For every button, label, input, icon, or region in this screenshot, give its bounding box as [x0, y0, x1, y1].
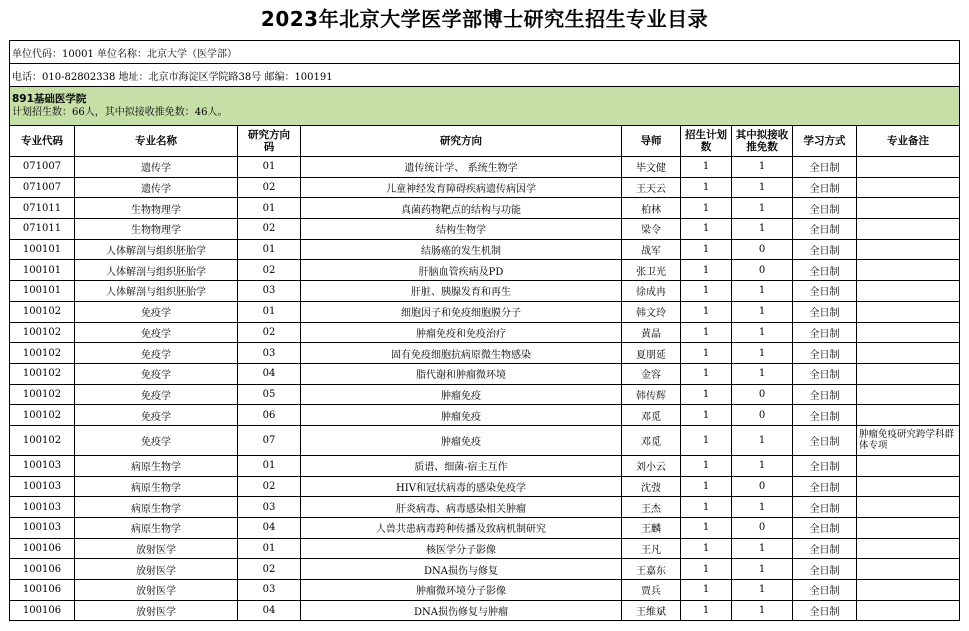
- cell-mode: 全日制: [793, 580, 857, 601]
- cell-advisor: 沈弢: [622, 476, 681, 497]
- cell-code: 100101: [10, 260, 75, 281]
- cell-code: 100106: [10, 559, 75, 580]
- cell-dir-code: 02: [238, 559, 301, 580]
- cell-note: [857, 198, 960, 219]
- table-row: [10, 198, 960, 219]
- cell-note: [857, 384, 960, 405]
- cell-note: [857, 322, 960, 343]
- table-row: [10, 405, 960, 426]
- cell-note: [857, 301, 960, 322]
- cell-direction: 肿瘤免疫: [301, 384, 622, 405]
- cell-mode: 全日制: [793, 157, 857, 178]
- col-advisor-header: 导师: [622, 126, 681, 157]
- cell-plan: 1: [681, 177, 732, 198]
- cell-direction: 肿瘤免疫: [301, 425, 622, 455]
- cell-plan: 1: [681, 559, 732, 580]
- cell-mode: 全日制: [793, 455, 857, 476]
- cell-mode: 全日制: [793, 343, 857, 364]
- cell-note: [857, 343, 960, 364]
- cell-major: 遗传学: [75, 157, 238, 178]
- cell-mode: 全日制: [793, 198, 857, 219]
- cell-note: [857, 538, 960, 559]
- cell-advisor: 贾兵: [622, 580, 681, 601]
- cell-exempt: 1: [732, 425, 793, 455]
- cell-exempt: 1: [732, 497, 793, 518]
- cell-dir-code: 01: [238, 157, 301, 178]
- cell-code: 071007: [10, 157, 75, 178]
- cell-direction: 固有免疫细胞抗病原微生物感染: [301, 343, 622, 364]
- cell-exempt: 1: [732, 559, 793, 580]
- col-exempt-header: 其中拟接收推免数: [732, 126, 793, 157]
- cell-dir-code: 05: [238, 384, 301, 405]
- table-row: [10, 538, 960, 559]
- cell-plan: 1: [681, 281, 732, 302]
- cell-code: 100103: [10, 476, 75, 497]
- department-header: [10, 87, 960, 126]
- cell-plan: 1: [681, 425, 732, 455]
- cell-advisor: 黄晶: [622, 322, 681, 343]
- cell-direction: 人兽共患病毒跨种传播及致病机制研究: [301, 518, 622, 539]
- cell-note: [857, 559, 960, 580]
- cell-dir-code: 01: [238, 198, 301, 219]
- contact-info: 电话：010-82802338 地址：北京市海淀区学院路38号 邮编：100191: [10, 64, 960, 87]
- col-mode-header: 学习方式: [793, 126, 857, 157]
- cell-plan: 1: [681, 518, 732, 539]
- cell-code: 100106: [10, 538, 75, 559]
- cell-dir-code: 04: [238, 363, 301, 384]
- cell-advisor: 毕文健: [622, 157, 681, 178]
- cell-dir-code: 02: [238, 322, 301, 343]
- cell-plan: 1: [681, 405, 732, 426]
- unit-info: 单位代码：10001 单位名称：北京大学（医学部）: [10, 41, 960, 64]
- col-note-header: 专业备注: [857, 126, 960, 157]
- cell-advisor: 邓觅: [622, 425, 681, 455]
- cell-direction: 脂代谢和肿瘤微环境: [301, 363, 622, 384]
- cell-major: 免疫学: [75, 343, 238, 364]
- cell-dir-code: 01: [238, 301, 301, 322]
- cell-major: 放射医学: [75, 538, 238, 559]
- cell-note: [857, 219, 960, 240]
- column-header-row: [10, 126, 960, 157]
- cell-mode: 全日制: [793, 260, 857, 281]
- cell-dir-code: 01: [238, 455, 301, 476]
- cell-note: [857, 580, 960, 601]
- cell-dir-code: 02: [238, 260, 301, 281]
- cell-dir-code: 02: [238, 476, 301, 497]
- cell-mode: 全日制: [793, 384, 857, 405]
- cell-major: 免疫学: [75, 425, 238, 455]
- table-row: [10, 497, 960, 518]
- cell-dir-code: 06: [238, 405, 301, 426]
- cell-major: 放射医学: [75, 580, 238, 601]
- cell-direction: 肝脑血管疾病及PD: [301, 260, 622, 281]
- cell-dir-code: 02: [238, 219, 301, 240]
- cell-advisor: 王天云: [622, 177, 681, 198]
- cell-code: 071011: [10, 198, 75, 219]
- cell-exempt: 1: [732, 455, 793, 476]
- col-major-header: 专业名称: [75, 126, 238, 157]
- cell-advisor: 刘小云: [622, 455, 681, 476]
- cell-advisor: 夏朋延: [622, 343, 681, 364]
- cell-plan: 1: [681, 580, 732, 601]
- cell-note: [857, 518, 960, 539]
- table-row: [10, 219, 960, 240]
- cell-dir-code: 04: [238, 518, 301, 539]
- cell-exempt: 1: [732, 580, 793, 601]
- table-row: [10, 301, 960, 322]
- table-row: [10, 281, 960, 302]
- cell-advisor: 梁令: [622, 219, 681, 240]
- cell-note: [857, 157, 960, 178]
- cell-dir-code: 01: [238, 239, 301, 260]
- cell-plan: 1: [681, 384, 732, 405]
- cell-note: [857, 239, 960, 260]
- cell-direction: 儿童神经发育障碍疾病遗传病因学: [301, 177, 622, 198]
- cell-note: [857, 363, 960, 384]
- cell-dir-code: 07: [238, 425, 301, 455]
- cell-direction: 结构生物学: [301, 219, 622, 240]
- cell-note: [857, 405, 960, 426]
- cell-code: 100103: [10, 518, 75, 539]
- department-name: 891基础医学院: [12, 93, 87, 105]
- cell-exempt: 1: [732, 281, 793, 302]
- cell-plan: 1: [681, 198, 732, 219]
- cell-dir-code: 03: [238, 580, 301, 601]
- cell-note: [857, 260, 960, 281]
- table-row: [10, 580, 960, 601]
- col-code-header: 专业代码: [10, 126, 75, 157]
- cell-code: 100101: [10, 281, 75, 302]
- cell-advisor: 王杰: [622, 497, 681, 518]
- cell-code: 100106: [10, 600, 75, 621]
- cell-mode: 全日制: [793, 322, 857, 343]
- cell-direction: DNA损伤与修复: [301, 559, 622, 580]
- cell-major: 人体解剖与组织胚胎学: [75, 281, 238, 302]
- cell-code: 071007: [10, 177, 75, 198]
- table-row: [10, 476, 960, 497]
- cell-mode: 全日制: [793, 476, 857, 497]
- cell-mode: 全日制: [793, 559, 857, 580]
- table-row: [10, 518, 960, 539]
- cell-plan: 1: [681, 538, 732, 559]
- cell-exempt: 1: [732, 157, 793, 178]
- cell-advisor: 柏林: [622, 198, 681, 219]
- cell-note: [857, 600, 960, 621]
- cell-exempt: 1: [732, 198, 793, 219]
- cell-mode: 全日制: [793, 281, 857, 302]
- cell-exempt: 0: [732, 405, 793, 426]
- cell-code: 071011: [10, 219, 75, 240]
- cell-plan: 1: [681, 343, 732, 364]
- cell-dir-code: 02: [238, 177, 301, 198]
- table-row: [10, 559, 960, 580]
- cell-note: [857, 177, 960, 198]
- cell-plan: 1: [681, 219, 732, 240]
- cell-dir-code: 03: [238, 343, 301, 364]
- catalog-rows: [10, 157, 960, 621]
- cell-direction: DNA损伤修复与肿瘤: [301, 600, 622, 621]
- cell-mode: 全日制: [793, 497, 857, 518]
- cell-plan: 1: [681, 455, 732, 476]
- table-row: [10, 343, 960, 364]
- cell-advisor: 战军: [622, 239, 681, 260]
- cell-note: [857, 281, 960, 302]
- cell-plan: 1: [681, 497, 732, 518]
- cell-exempt: 1: [732, 363, 793, 384]
- cell-plan: 1: [681, 600, 732, 621]
- page-title: 2023年北京大学医学部博士研究生招生专业目录: [260, 7, 709, 31]
- cell-plan: 1: [681, 363, 732, 384]
- col-plan-header: 招生计划数: [681, 126, 732, 157]
- cell-exempt: 0: [732, 518, 793, 539]
- cell-advisor: 王维斌: [622, 600, 681, 621]
- table-row: [10, 177, 960, 198]
- catalog-table: [9, 40, 960, 621]
- cell-dir-code: 03: [238, 497, 301, 518]
- cell-direction: 细胞因子和免疫细胞膜分子: [301, 301, 622, 322]
- cell-plan: 1: [681, 157, 732, 178]
- col-dir-code-header: 研究方向码: [238, 126, 301, 157]
- cell-exempt: 0: [732, 384, 793, 405]
- cell-exempt: 1: [732, 322, 793, 343]
- cell-code: 100102: [10, 301, 75, 322]
- cell-plan: 1: [681, 322, 732, 343]
- cell-direction: 遗传统计学、 系统生物学: [301, 157, 622, 178]
- table-row: [10, 363, 960, 384]
- cell-code: 100106: [10, 580, 75, 601]
- cell-note: 肿瘤免疫研究跨学科群体专项: [857, 425, 960, 455]
- cell-mode: 全日制: [793, 239, 857, 260]
- cell-major: 生物物理学: [75, 219, 238, 240]
- col-direction-header: 研究方向: [301, 126, 622, 157]
- cell-major: 遗传学: [75, 177, 238, 198]
- cell-code: 100103: [10, 455, 75, 476]
- cell-mode: 全日制: [793, 177, 857, 198]
- department-plan: 计划招生数：66人，其中拟接收推免数：46人。: [12, 107, 228, 118]
- cell-direction: 肝炎病毒、病毒感染相关肿瘤: [301, 497, 622, 518]
- cell-direction: 核医学分子影像: [301, 538, 622, 559]
- cell-advisor: 王凡: [622, 538, 681, 559]
- cell-plan: 1: [681, 301, 732, 322]
- cell-direction: 质谱、细菌-宿主互作: [301, 455, 622, 476]
- cell-advisor: 金容: [622, 363, 681, 384]
- cell-direction: HIV和冠状病毒的感染免疫学: [301, 476, 622, 497]
- cell-code: 100102: [10, 405, 75, 426]
- cell-note: [857, 455, 960, 476]
- cell-code: 100103: [10, 497, 75, 518]
- cell-direction: 肿瘤微环境分子影像: [301, 580, 622, 601]
- table-row: [10, 322, 960, 343]
- cell-code: 100102: [10, 384, 75, 405]
- cell-code: 100102: [10, 343, 75, 364]
- cell-note: [857, 497, 960, 518]
- cell-advisor: 邓觅: [622, 405, 681, 426]
- cell-advisor: 韩传辉: [622, 384, 681, 405]
- cell-major: 人体解剖与组织胚胎学: [75, 239, 238, 260]
- cell-advisor: 王麟: [622, 518, 681, 539]
- cell-mode: 全日制: [793, 425, 857, 455]
- cell-mode: 全日制: [793, 363, 857, 384]
- cell-advisor: 王嘉东: [622, 559, 681, 580]
- cell-major: 放射医学: [75, 600, 238, 621]
- cell-major: 免疫学: [75, 301, 238, 322]
- cell-major: 免疫学: [75, 405, 238, 426]
- table-row: [10, 455, 960, 476]
- cell-major: 放射医学: [75, 559, 238, 580]
- cell-exempt: 1: [732, 219, 793, 240]
- cell-exempt: 1: [732, 301, 793, 322]
- cell-plan: 1: [681, 476, 732, 497]
- table-row: [10, 157, 960, 178]
- cell-direction: 真菌药物靶点的结构与功能: [301, 198, 622, 219]
- cell-exempt: 0: [732, 260, 793, 281]
- cell-advisor: 张卫光: [622, 260, 681, 281]
- cell-advisor: 韩文玲: [622, 301, 681, 322]
- cell-direction: 结肠癌的发生机制: [301, 239, 622, 260]
- cell-mode: 全日制: [793, 405, 857, 426]
- cell-dir-code: 01: [238, 538, 301, 559]
- cell-major: 免疫学: [75, 384, 238, 405]
- cell-mode: 全日制: [793, 600, 857, 621]
- cell-code: 100102: [10, 363, 75, 384]
- cell-major: 人体解剖与组织胚胎学: [75, 260, 238, 281]
- table-row: [10, 384, 960, 405]
- cell-exempt: 1: [732, 600, 793, 621]
- cell-advisor: 徐成冉: [622, 281, 681, 302]
- cell-plan: 1: [681, 260, 732, 281]
- cell-code: 100102: [10, 425, 75, 455]
- cell-code: 100101: [10, 239, 75, 260]
- cell-plan: 1: [681, 239, 732, 260]
- cell-major: 病原生物学: [75, 497, 238, 518]
- cell-exempt: 1: [732, 538, 793, 559]
- cell-direction: 肿瘤免疫和免疫治疗: [301, 322, 622, 343]
- cell-mode: 全日制: [793, 518, 857, 539]
- table-row: [10, 600, 960, 621]
- table-row: [10, 260, 960, 281]
- cell-major: 生物物理学: [75, 198, 238, 219]
- cell-mode: 全日制: [793, 219, 857, 240]
- cell-major: 病原生物学: [75, 476, 238, 497]
- cell-exempt: 1: [732, 177, 793, 198]
- table-row: [10, 239, 960, 260]
- cell-exempt: 0: [732, 239, 793, 260]
- cell-direction: 肿瘤免疫: [301, 405, 622, 426]
- cell-dir-code: 03: [238, 281, 301, 302]
- cell-direction: 肝脏、胰腺发育和再生: [301, 281, 622, 302]
- cell-dir-code: 04: [238, 600, 301, 621]
- cell-code: 100102: [10, 322, 75, 343]
- cell-major: 免疫学: [75, 363, 238, 384]
- cell-mode: 全日制: [793, 301, 857, 322]
- cell-major: 免疫学: [75, 322, 238, 343]
- cell-mode: 全日制: [793, 538, 857, 559]
- cell-major: 病原生物学: [75, 455, 238, 476]
- cell-exempt: 1: [732, 343, 793, 364]
- table-row: [10, 425, 960, 455]
- cell-note: [857, 476, 960, 497]
- cell-exempt: 0: [732, 476, 793, 497]
- cell-major: 病原生物学: [75, 518, 238, 539]
